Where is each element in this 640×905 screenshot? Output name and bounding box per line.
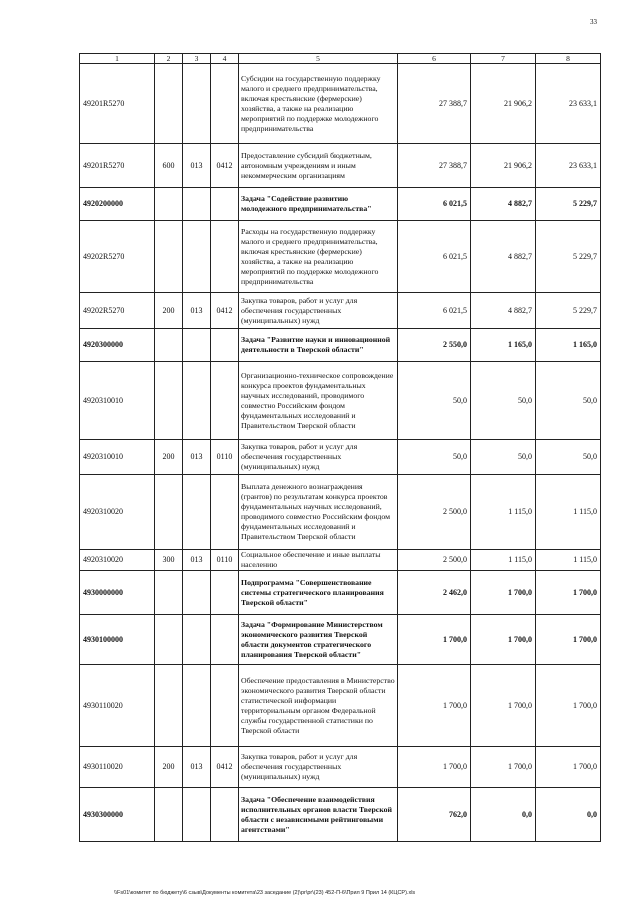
row-amount-year3: 5 229,7 <box>536 188 601 221</box>
table-row <box>80 329 601 362</box>
row-amount-year2: 0,0 <box>471 788 536 842</box>
row-code: 49202R5270 <box>80 221 155 293</box>
row-vr <box>211 665 239 747</box>
row-amount-year3: 1 700,0 <box>536 747 601 788</box>
row-vr: 0110 <box>211 550 239 571</box>
row-code: 4920310010 <box>80 362 155 440</box>
row-amount-year2: 1 700,0 <box>471 747 536 788</box>
row-name: Задача "Обеспечение взаимодействия исполнительных органов власти Тверской области с независимыми рейтинговыми агентствами" <box>239 788 398 842</box>
row-amount-year2: 1 115,0 <box>471 550 536 571</box>
row-amount-year3: 1 700,0 <box>536 571 601 615</box>
row-code: 4920310020 <box>80 550 155 571</box>
row-rz <box>155 188 183 221</box>
row-amount-year1: 2 550,0 <box>398 329 471 362</box>
row-amount-year3: 1 115,0 <box>536 550 601 571</box>
row-name: Предоставление субсидий бюджетным, автономным учреждениям и иным некоммерческим организациям <box>239 144 398 188</box>
row-name: Организационно-техническое сопровождение конкурса проектов фундаментальных научных исследований, проводимого совместно Российским фондом фундаментальных исследований и Правительством Тверской области <box>239 362 398 440</box>
row-name: Обеспечение предоставления в Министерство экономического развития Тверской области статистической информации территориальным органом Федеральной службы государственной статистики по Тверской области <box>239 665 398 747</box>
row-amount-year1: 1 700,0 <box>398 615 471 665</box>
row-vr: 0110 <box>211 440 239 475</box>
row-code: 4920300000 <box>80 329 155 362</box>
row-vr: 0412 <box>211 144 239 188</box>
row-vr <box>211 188 239 221</box>
row-pr <box>183 221 211 293</box>
row-rz <box>155 329 183 362</box>
column-header: 4 <box>211 54 239 64</box>
page-number: 33 <box>590 18 597 26</box>
row-vr <box>211 329 239 362</box>
row-pr: 013 <box>183 293 211 329</box>
row-amount-year1: 6 021,5 <box>398 293 471 329</box>
row-vr <box>211 571 239 615</box>
row-vr <box>211 362 239 440</box>
row-rz <box>155 665 183 747</box>
row-vr <box>211 64 239 144</box>
row-amount-year3: 1 700,0 <box>536 665 601 747</box>
row-name: Закупка товаров, работ и услуг для обеспечения государственных (муниципальных) нужд <box>239 747 398 788</box>
column-header: 3 <box>183 54 211 64</box>
row-code: 4930000000 <box>80 571 155 615</box>
budget-table <box>79 53 601 842</box>
row-amount-year3: 50,0 <box>536 440 601 475</box>
table-row <box>80 665 601 747</box>
row-vr <box>211 615 239 665</box>
row-amount-year2: 4 882,7 <box>471 293 536 329</box>
row-name: Субсидии на государственную поддержку малого и среднего предпринимательства, включая крестьянские (фермерские) хозяйства, а также на реализацию мероприятий по поддержке молодежного предпринимательства <box>239 64 398 144</box>
row-pr <box>183 665 211 747</box>
row-name: Задача "Развитие науки и инновационной деятельности в Тверской области" <box>239 329 398 362</box>
table-row <box>80 440 601 475</box>
row-rz: 200 <box>155 440 183 475</box>
row-vr: 0412 <box>211 747 239 788</box>
column-header: 7 <box>471 54 536 64</box>
row-rz <box>155 362 183 440</box>
row-pr <box>183 362 211 440</box>
row-code: 4920310010 <box>80 440 155 475</box>
column-header: 8 <box>536 54 601 64</box>
row-rz: 300 <box>155 550 183 571</box>
row-pr <box>183 475 211 550</box>
table-row <box>80 293 601 329</box>
row-vr <box>211 475 239 550</box>
row-pr <box>183 188 211 221</box>
row-pr <box>183 788 211 842</box>
row-amount-year1: 6 021,5 <box>398 188 471 221</box>
column-number-row <box>80 54 601 64</box>
row-amount-year3: 5 229,7 <box>536 221 601 293</box>
row-amount-year1: 762,0 <box>398 788 471 842</box>
column-header: 5 <box>239 54 398 64</box>
row-name: Социальное обеспечение и иные выплаты населению <box>239 550 398 571</box>
row-rz <box>155 221 183 293</box>
row-rz <box>155 571 183 615</box>
row-amount-year2: 1 115,0 <box>471 475 536 550</box>
row-pr <box>183 329 211 362</box>
row-amount-year3: 23 633,1 <box>536 64 601 144</box>
row-code: 49202R5270 <box>80 293 155 329</box>
row-rz: 200 <box>155 747 183 788</box>
row-amount-year1: 2 462,0 <box>398 571 471 615</box>
row-amount-year1: 27 388,7 <box>398 144 471 188</box>
row-name: Задача "Содействие развитию молодежного предпринимательства" <box>239 188 398 221</box>
footer-file-path: \\Fs01\комитет по бюджету\6 сзыв\Документы комитета\23 заседание (2)\pr\pr\(23) 452-П-6\Прил 9 Прил 14 (КЦСР).xls <box>114 890 416 896</box>
row-amount-year2: 1 700,0 <box>471 615 536 665</box>
row-rz: 200 <box>155 293 183 329</box>
table-row <box>80 475 601 550</box>
row-amount-year2: 1 700,0 <box>471 665 536 747</box>
row-pr <box>183 615 211 665</box>
row-vr <box>211 221 239 293</box>
table-row <box>80 188 601 221</box>
table-row <box>80 221 601 293</box>
table-row <box>80 747 601 788</box>
table-row <box>80 571 601 615</box>
row-amount-year2: 1 700,0 <box>471 571 536 615</box>
column-header: 2 <box>155 54 183 64</box>
row-amount-year3: 0,0 <box>536 788 601 842</box>
table-row <box>80 64 601 144</box>
row-code: 49201R5270 <box>80 64 155 144</box>
row-amount-year3: 1 700,0 <box>536 615 601 665</box>
row-amount-year3: 23 633,1 <box>536 144 601 188</box>
row-amount-year2: 21 906,2 <box>471 64 536 144</box>
row-pr <box>183 64 211 144</box>
column-header: 6 <box>398 54 471 64</box>
row-amount-year2: 1 165,0 <box>471 329 536 362</box>
row-pr: 013 <box>183 144 211 188</box>
row-amount-year2: 4 882,7 <box>471 188 536 221</box>
column-header: 1 <box>80 54 155 64</box>
row-amount-year2: 50,0 <box>471 362 536 440</box>
row-amount-year3: 1 115,0 <box>536 475 601 550</box>
row-pr: 013 <box>183 550 211 571</box>
row-pr <box>183 571 211 615</box>
row-amount-year2: 4 882,7 <box>471 221 536 293</box>
row-name: Закупка товаров, работ и услуг для обеспечения государственных (муниципальных) нужд <box>239 440 398 475</box>
table-row <box>80 144 601 188</box>
row-amount-year1: 2 500,0 <box>398 475 471 550</box>
row-name: Выплата денежного вознаграждения (грантов) по результатам конкурса проектов фундаментальных научных исследований, проводимого совместно Российским фондом фундаментальных исследований и Правительством Тверской области <box>239 475 398 550</box>
row-amount-year1: 2 500,0 <box>398 550 471 571</box>
row-rz: 600 <box>155 144 183 188</box>
table-row <box>80 362 601 440</box>
row-name: Задача "Формирование Министерством экономического развития Тверской области документов стратегического планирования Тверской области" <box>239 615 398 665</box>
row-amount-year1: 1 700,0 <box>398 665 471 747</box>
row-code: 4920310020 <box>80 475 155 550</box>
row-name: Закупка товаров, работ и услуг для обеспечения государственных (муниципальных) нужд <box>239 293 398 329</box>
row-code: 49201R5270 <box>80 144 155 188</box>
row-amount-year3: 5 229,7 <box>536 293 601 329</box>
row-amount-year1: 50,0 <box>398 362 471 440</box>
row-amount-year2: 21 906,2 <box>471 144 536 188</box>
row-vr <box>211 788 239 842</box>
row-code: 4930100000 <box>80 615 155 665</box>
row-rz <box>155 64 183 144</box>
row-amount-year1: 50,0 <box>398 440 471 475</box>
row-name: Расходы на государственную поддержку малого и среднего предпринимательства, включая крестьянские (фермерские) хозяйства, а также на реализацию мероприятий по поддержке молодежного предпринимательства <box>239 221 398 293</box>
row-amount-year1: 6 021,5 <box>398 221 471 293</box>
table-row <box>80 550 601 571</box>
table-row <box>80 788 601 842</box>
row-rz <box>155 615 183 665</box>
row-amount-year1: 1 700,0 <box>398 747 471 788</box>
row-code: 4930110020 <box>80 665 155 747</box>
row-code: 4920200000 <box>80 188 155 221</box>
row-amount-year3: 50,0 <box>536 362 601 440</box>
table-row <box>80 615 601 665</box>
row-pr: 013 <box>183 747 211 788</box>
row-amount-year1: 27 388,7 <box>398 64 471 144</box>
row-name: Подпрограмма "Совершенствование системы стратегического планирования Тверской области" <box>239 571 398 615</box>
row-amount-year2: 50,0 <box>471 440 536 475</box>
row-code: 4930300000 <box>80 788 155 842</box>
row-vr: 0412 <box>211 293 239 329</box>
row-amount-year3: 1 165,0 <box>536 329 601 362</box>
row-pr: 013 <box>183 440 211 475</box>
row-rz <box>155 475 183 550</box>
row-rz <box>155 788 183 842</box>
row-code: 4930110020 <box>80 747 155 788</box>
